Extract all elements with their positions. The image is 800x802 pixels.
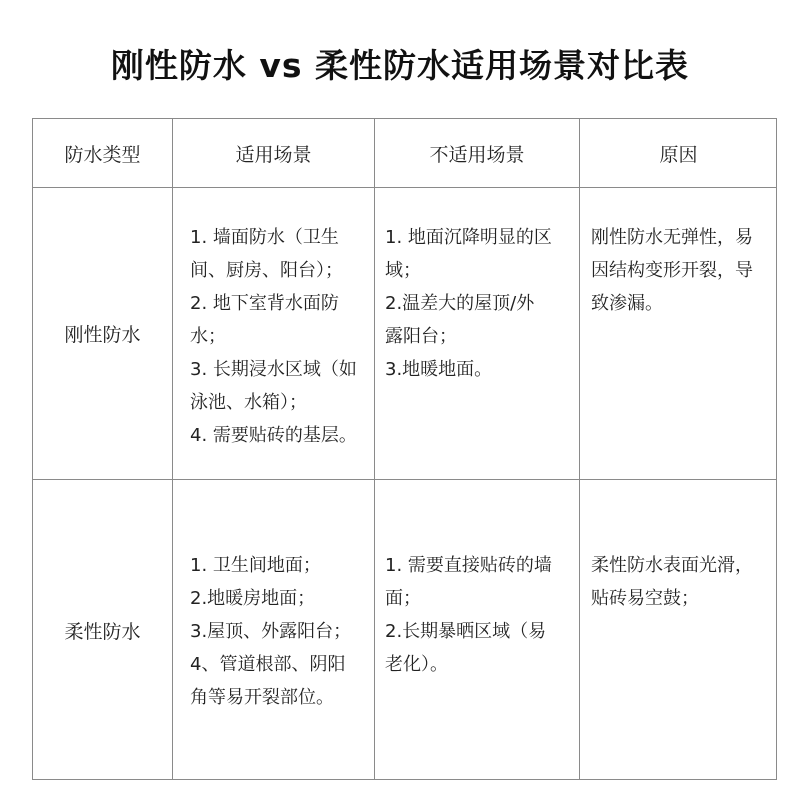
text-line: 2.长期暴晒区域（易 xyxy=(385,621,547,642)
text-line: 水； xyxy=(190,326,226,347)
text-line: 3. 长期浸水区域（如 xyxy=(190,359,357,380)
text-line: 刚性防水无弹性，易 xyxy=(591,227,753,248)
row-label-flexible: 柔性防水 xyxy=(64,620,141,643)
text-line: 4、管道根部、阴阳 xyxy=(190,654,346,675)
text-line: 柔性防水表面光滑， xyxy=(591,555,753,576)
text-line: 3.地暖地面。 xyxy=(385,359,493,380)
rigid-suitable-cell xyxy=(190,221,357,452)
rigid-reason-cell xyxy=(591,221,753,320)
text-line: 泳池、水箱）； xyxy=(190,392,307,413)
text-line: 2.地暖房地面； xyxy=(190,588,316,609)
header-reason: 原因 xyxy=(659,144,698,166)
flexible-suitable-cell xyxy=(190,549,351,714)
flexible-unsuitable-cell xyxy=(385,549,552,681)
text-line: 域； xyxy=(385,260,421,281)
comparison-table xyxy=(32,118,777,780)
header-type: 防水类型 xyxy=(64,144,141,166)
rigid-unsuitable-cell xyxy=(385,221,552,386)
text-line: 面； xyxy=(385,588,421,609)
column-divider xyxy=(374,119,375,779)
flexible-reason-cell xyxy=(591,549,753,615)
text-line: 角等易开裂部位。 xyxy=(190,687,334,708)
text-line: 4. 需要贴砖的基层。 xyxy=(190,425,357,446)
text-line: 1. 墙面防水（卫生 xyxy=(190,227,339,248)
text-line: 1. 地面沉降明显的区 xyxy=(385,227,552,248)
text-line: 间、厨房、阳台）； xyxy=(190,260,343,281)
text-line: 3.屋顶、外露阳台； xyxy=(190,621,352,642)
row-label-rigid: 刚性防水 xyxy=(64,324,141,346)
text-line: 2. 地下室背水面防 xyxy=(190,293,339,314)
text-line: 老化）。 xyxy=(385,654,448,675)
text-line: 1. 卫生间地面； xyxy=(190,555,321,576)
text-line: 2.温差大的屋顶/外 xyxy=(385,293,535,314)
text-line: 1. 需要直接贴砖的墙 xyxy=(385,555,552,576)
text-line: 致渗漏。 xyxy=(591,293,663,314)
text-line: 露阳台； xyxy=(385,326,457,347)
page-title: 刚性防水 vs 柔性防水适用场景对比表 xyxy=(110,46,690,85)
text-line: 贴砖易空鼓； xyxy=(591,588,699,609)
text-line: 因结构变形开裂，导 xyxy=(591,260,753,281)
header-suitable: 适用场景 xyxy=(235,144,312,166)
column-divider xyxy=(579,119,580,779)
column-divider xyxy=(172,119,173,779)
header-unsuitable: 不适用场景 xyxy=(429,144,525,166)
